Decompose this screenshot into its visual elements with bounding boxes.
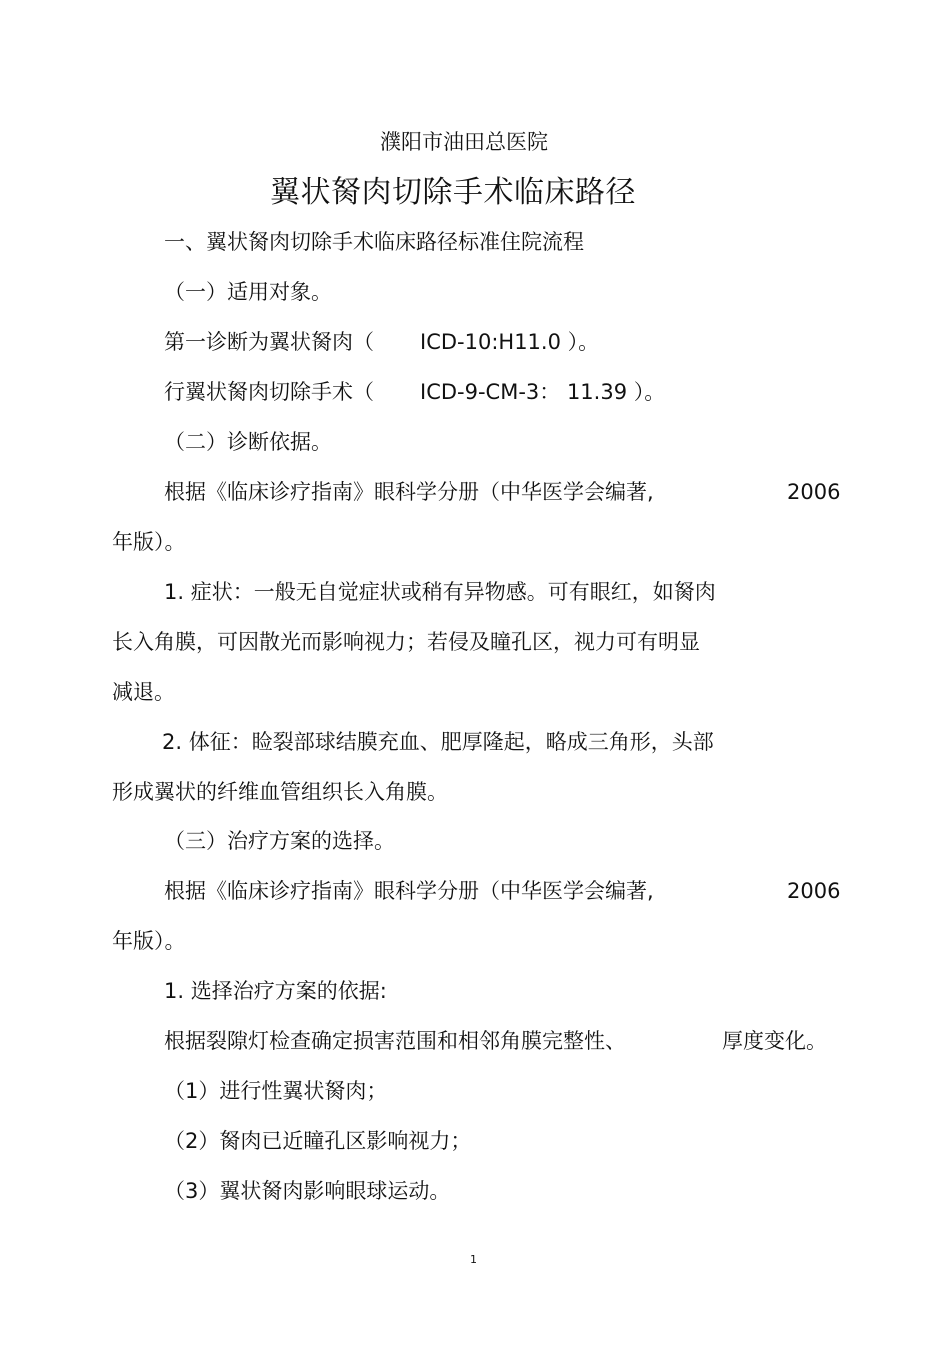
sign-line-2: 形成翼状的纤维血管组织长入角膜。 <box>112 780 448 804</box>
target-heading: （一）适用对象。 <box>164 280 332 304</box>
indication-3: （3）翼状胬肉影响眼球运动。 <box>164 1179 451 1203</box>
symptom-line-2: 长入角膜，可因散光而影响视力；若侵及瞳孔区，视力可有明显 <box>112 630 700 654</box>
page-number: 1 <box>470 1253 477 1266</box>
surgery-code: ICD-9-CM-3： 11.39 ）。 <box>420 380 666 404</box>
exam-tail: 厚度变化。 <box>722 1029 827 1053</box>
treatment-heading: （三）治疗方案的选择。 <box>164 829 395 853</box>
symptom-line-3: 减退。 <box>112 680 175 704</box>
treatment-guide-edition: 年版）。 <box>112 929 186 953</box>
indication-1: （1）进行性翼状胬肉； <box>164 1079 388 1103</box>
surgery-prefix: 行翼状胬肉切除手术（ <box>164 380 374 404</box>
treatment-guide-year: 2006 <box>787 879 841 903</box>
hospital-name: 濮阳市油田总医院 <box>380 130 548 154</box>
section1-heading: 一、翼状胬肉切除手术临床路径标准住院流程 <box>164 230 584 254</box>
diagnosis-code: ICD-10:H11.0 ）。 <box>420 330 600 354</box>
symptom-line-1: 1. 症状：一般无自觉症状或稍有异物感。可有眼红，如胬肉 <box>164 580 716 604</box>
document-title: 翼状胬肉切除手术临床路径 <box>270 175 636 210</box>
basis-heading: （二）诊断依据。 <box>164 430 332 454</box>
diagnosis-prefix: 第一诊断为翼状胬肉（ <box>164 330 374 354</box>
indication-2: （2）胬肉已近瞳孔区影响视力； <box>164 1129 472 1153</box>
basis-guide-year: 2006 <box>787 480 841 504</box>
basis-guide-text: 根据《临床诊疗指南》眼科学分册（中华医学会编著, <box>164 480 654 504</box>
sign-line-1: 2. 体征：睑裂部球结膜充血、肥厚隆起，略成三角形，头部 <box>162 730 714 754</box>
treatment-basis-heading: 1. 选择治疗方案的依据: <box>164 979 387 1003</box>
exam-text: 根据裂隙灯检查确定损害范围和相邻角膜完整性、 <box>164 1029 626 1053</box>
treatment-guide-text: 根据《临床诊疗指南》眼科学分册（中华医学会编著, <box>164 879 654 903</box>
basis-guide-edition: 年版）。 <box>112 530 186 554</box>
